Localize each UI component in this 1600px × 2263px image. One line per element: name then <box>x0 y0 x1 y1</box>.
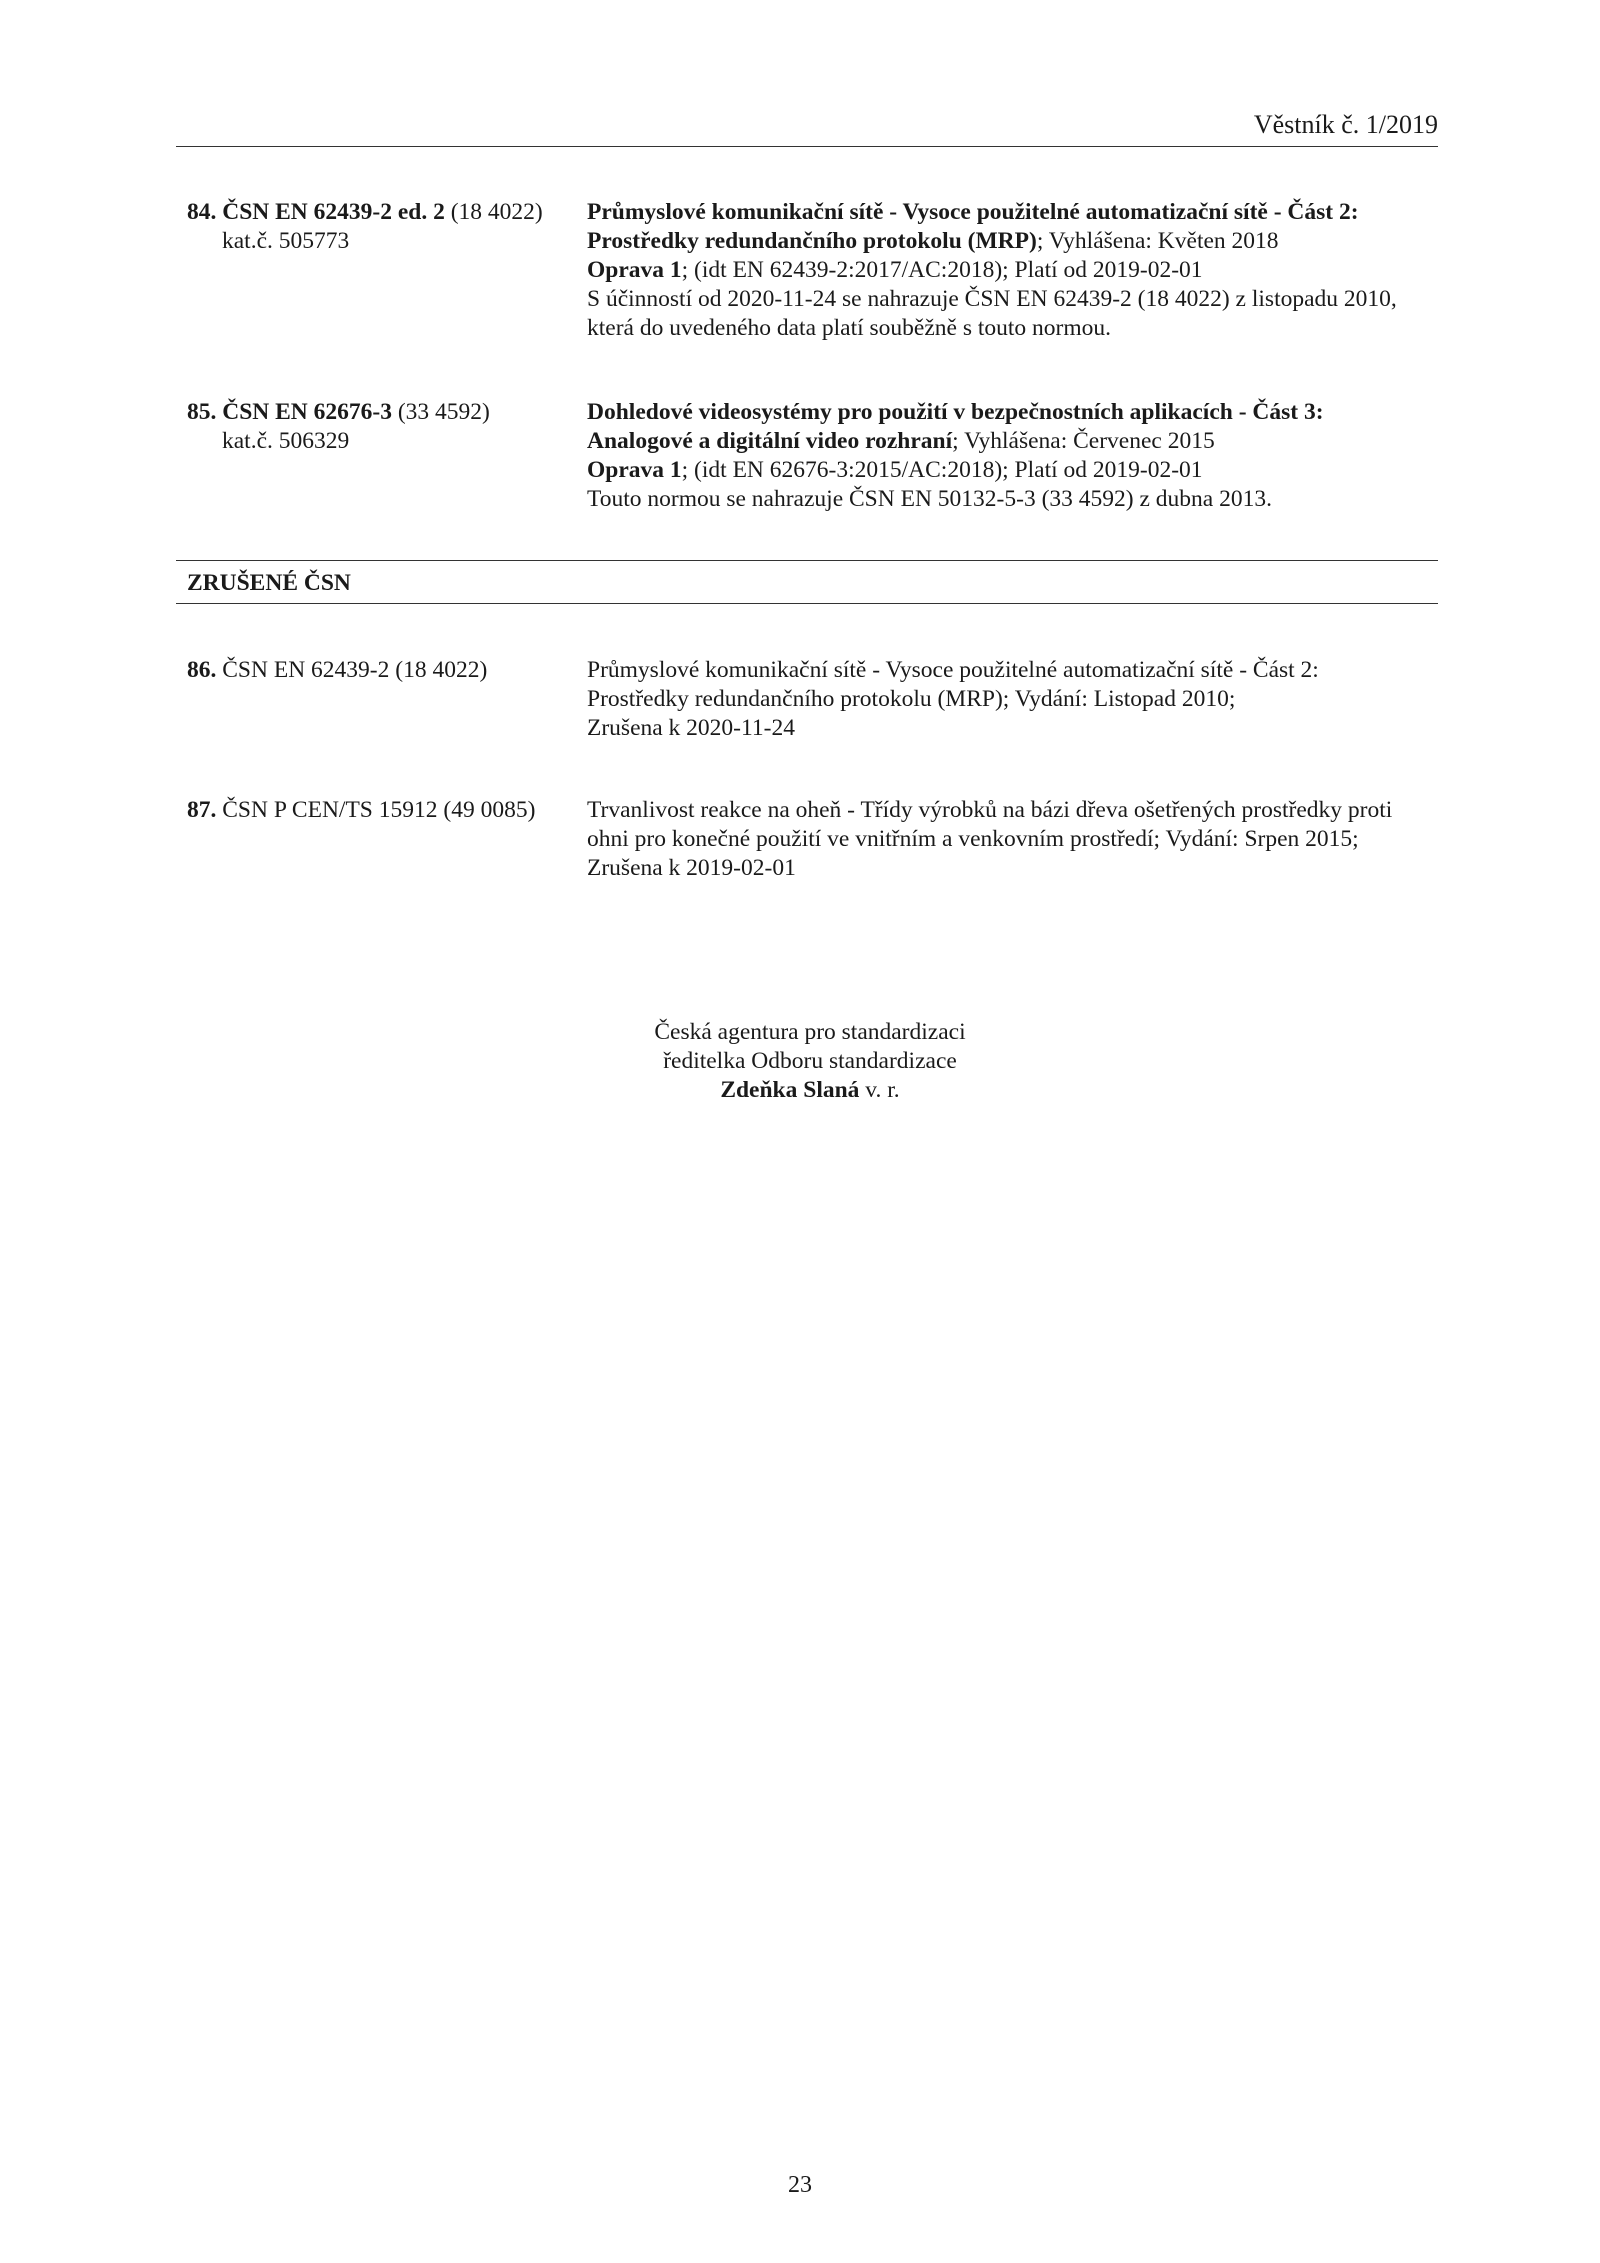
cancelled-entry-86 <box>187 656 1447 746</box>
standard-description <box>587 796 1447 883</box>
section-title: ZRUŠENÉ ČSN <box>187 570 351 596</box>
standard-identifier <box>187 198 587 256</box>
standard-identifier <box>187 398 587 456</box>
catalog-number: kat.č. 506329 <box>222 428 350 454</box>
description-line: Průmyslové komunikační sítě - Vysoce použitelné automatizační sítě - Část 2: <box>587 199 1359 225</box>
signature-block <box>510 1018 1110 1105</box>
catalog-number: kat.č. 505773 <box>222 228 350 254</box>
description-line: S účinností od 2020-11-24 se nahrazuje ČSN EN 62439-2 (18 4022) z listopadu 2010, <box>587 286 1397 312</box>
description-line: Oprava 1; (idt EN 62676-3:2015/AC:2018); Platí od 2019-02-01 <box>587 457 1203 483</box>
signature-role: ředitelka Odboru standardizace <box>663 1048 957 1074</box>
entry-number: 84. <box>187 199 217 225</box>
description-line: Zrušena k 2019-02-01 <box>587 855 796 881</box>
description-line: Prostředky redundančního protokolu (MRP); Vydání: Listopad 2010; <box>587 686 1236 712</box>
standard-entry-85 <box>187 398 1447 518</box>
standard-identifier <box>187 796 587 825</box>
description-line: Touto normou se nahrazuje ČSN EN 50132-5-3 (33 4592) z dubna 2013. <box>587 486 1272 512</box>
entry-number: 86. <box>187 657 217 683</box>
standard-code: ČSN EN 62676-3 <box>222 399 392 425</box>
cancelled-section-header <box>176 560 1438 604</box>
standard-description <box>587 198 1447 343</box>
standard-description <box>587 656 1447 743</box>
cancelled-entry-87 <box>187 796 1447 886</box>
standard-code: ČSN EN 62439-2 (18 4022) <box>222 657 488 683</box>
standard-identifier <box>187 656 587 685</box>
description-line: Trvanlivost reakce na oheň - Třídy výrobků na bázi dřeva ošetřených prostředky proti <box>587 797 1393 823</box>
page-header <box>176 112 1438 147</box>
description-line: Oprava 1; (idt EN 62439-2:2017/AC:2018); Platí od 2019-02-01 <box>587 257 1203 283</box>
standard-code: ČSN P CEN/TS 15912 (49 0085) <box>222 797 536 823</box>
signature-name-line <box>510 1076 1110 1105</box>
description-line: která do uvedeného data platí souběžně s touto normou. <box>587 315 1112 341</box>
description-line: ohni pro konečné použití ve vnitřním a venkovním prostředí; Vydání: Srpen 2015; <box>587 826 1359 852</box>
standard-description <box>587 398 1447 514</box>
signature-name: Zdeňka Slaná <box>720 1077 860 1103</box>
standard-entry-84 <box>187 198 1447 348</box>
signature-organization: Česká agentura pro standardizaci <box>654 1019 966 1045</box>
description-line: Prostředky redundančního protokolu (MRP); Vyhlášena: Květen 2018 <box>587 228 1279 254</box>
publication-title: Věstník č. 1/2019 <box>1253 110 1438 139</box>
entry-number: 87. <box>187 797 217 823</box>
class-code: (33 4592) <box>397 399 490 425</box>
description-line: Zrušena k 2020-11-24 <box>587 715 795 741</box>
description-line: Analogové a digitální video rozhraní; Vyhlášena: Červenec 2015 <box>587 428 1215 454</box>
standard-code: ČSN EN 62439-2 ed. 2 <box>222 199 445 225</box>
class-code: (18 4022) <box>450 199 543 225</box>
signature-suffix: v. r. <box>859 1077 900 1103</box>
description-line: Dohledové videosystémy pro použití v bezpečnostních aplikacích - Část 3: <box>587 399 1324 425</box>
description-line: Průmyslové komunikační sítě - Vysoce použitelné automatizační sítě - Část 2: <box>587 657 1319 683</box>
entry-number: 85. <box>187 399 217 425</box>
page-number: 23 <box>788 2172 812 2198</box>
